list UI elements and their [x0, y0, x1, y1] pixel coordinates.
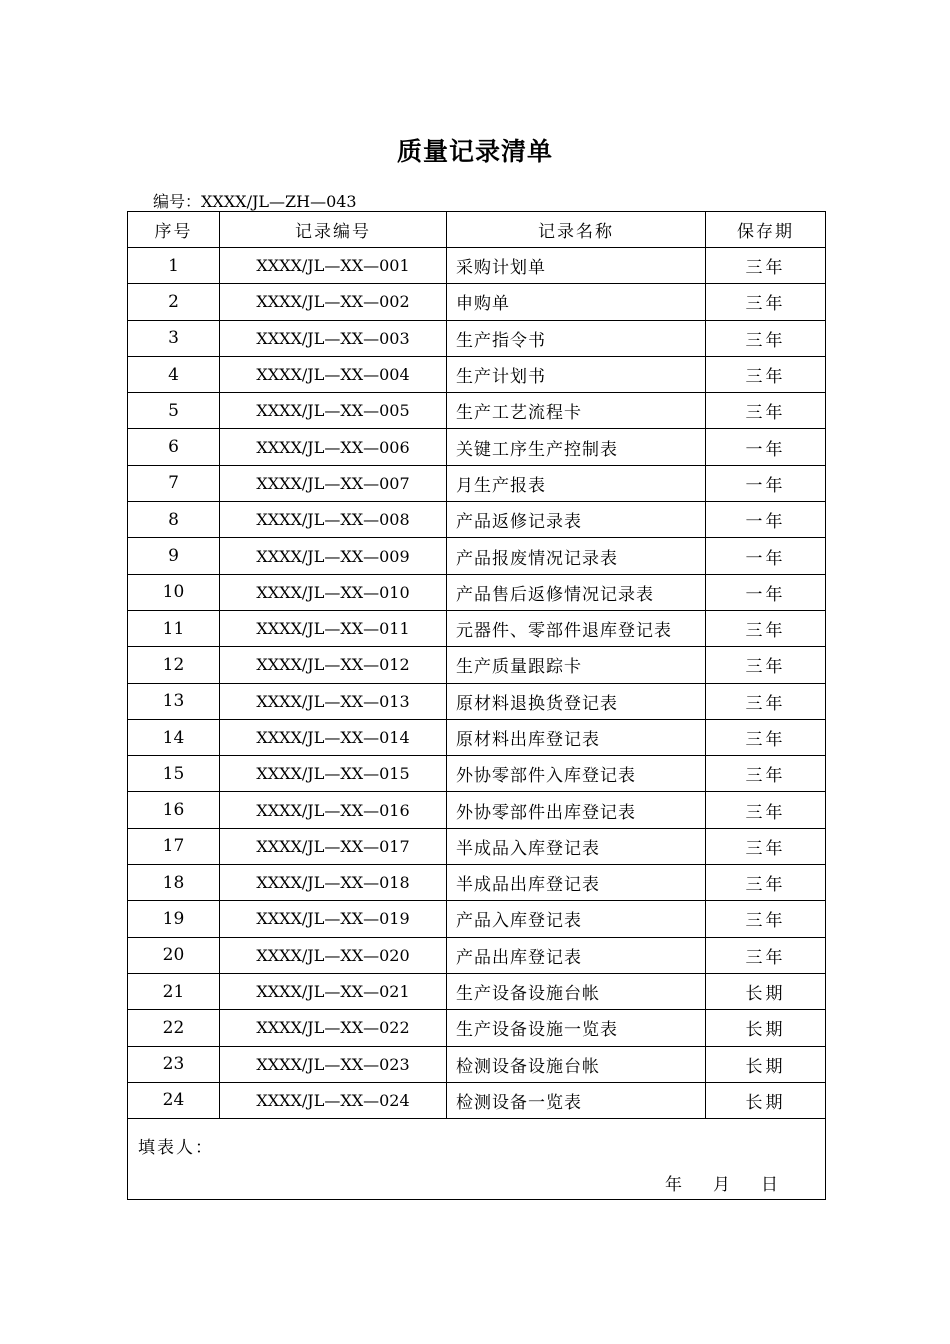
- footer-cell: [128, 1119, 826, 1200]
- cell-record-name: 外协零部件出库登记表: [447, 792, 706, 828]
- date-day-label: 日: [761, 1175, 778, 1196]
- cell-serial: 23: [128, 1046, 220, 1082]
- cell-record-name: 生产计划书: [447, 356, 706, 392]
- table-row: [128, 1046, 826, 1082]
- cell-record-code: XXXX/JL—XX—024: [220, 1082, 447, 1118]
- cell-retention-period: 三年: [706, 719, 826, 755]
- cell-retention-period: 三年: [706, 756, 826, 792]
- table-row: [128, 973, 826, 1009]
- cell-record-name: 检测设备一览表: [447, 1082, 706, 1118]
- table-row: [128, 937, 826, 973]
- cell-retention-period: 一年: [706, 574, 826, 610]
- cell-serial: 22: [128, 1010, 220, 1046]
- cell-serial: 6: [128, 429, 220, 465]
- cell-record-code: XXXX/JL—XX—022: [220, 1010, 447, 1046]
- table-row: [128, 248, 826, 284]
- table-row: [128, 865, 826, 901]
- table-row: [128, 683, 826, 719]
- cell-record-code: XXXX/JL—XX—007: [220, 465, 447, 501]
- cell-serial: 8: [128, 502, 220, 538]
- cell-retention-period: 三年: [706, 284, 826, 320]
- cell-record-code: XXXX/JL—XX—011: [220, 610, 447, 646]
- cell-record-name: 生产质量跟踪卡: [447, 647, 706, 683]
- cell-record-name: 外协零部件入库登记表: [447, 756, 706, 792]
- cell-record-code: XXXX/JL—XX—013: [220, 683, 447, 719]
- table-row: [128, 610, 826, 646]
- cell-serial: 20: [128, 937, 220, 973]
- cell-record-code: XXXX/JL—XX—023: [220, 1046, 447, 1082]
- cell-record-code: XXXX/JL—XX—016: [220, 792, 447, 828]
- page-title: 质量记录清单: [396, 137, 553, 166]
- table-row: [128, 1010, 826, 1046]
- header-retention-period: 保存期: [706, 212, 826, 248]
- cell-serial: 24: [128, 1082, 220, 1118]
- cell-record-name: 产品售后返修情况记录表: [447, 574, 706, 610]
- date-year-label: 年: [665, 1175, 682, 1196]
- cell-retention-period: 长期: [706, 1010, 826, 1046]
- cell-record-name: 申购单: [447, 284, 706, 320]
- cell-record-name: 原材料退换货登记表: [447, 683, 706, 719]
- cell-record-name: 产品报废情况记录表: [447, 538, 706, 574]
- table-row: [128, 574, 826, 610]
- table-row: [128, 756, 826, 792]
- table-row: [128, 792, 826, 828]
- cell-serial: 13: [128, 683, 220, 719]
- cell-retention-period: 三年: [706, 865, 826, 901]
- cell-serial: 2: [128, 284, 220, 320]
- filler-label: 填表人：: [138, 1138, 214, 1159]
- cell-record-name: 半成品出库登记表: [447, 865, 706, 901]
- cell-record-name: 生产指令书: [447, 320, 706, 356]
- cell-record-code: XXXX/JL—XX—012: [220, 647, 447, 683]
- table-row: [128, 538, 826, 574]
- table-header-row: [128, 212, 826, 248]
- cell-record-code: XXXX/JL—XX—021: [220, 973, 447, 1009]
- cell-serial: 15: [128, 756, 220, 792]
- cell-retention-period: 长期: [706, 1082, 826, 1118]
- cell-retention-period: 长期: [706, 1046, 826, 1082]
- cell-record-code: XXXX/JL—XX—018: [220, 865, 447, 901]
- cell-record-name: 生产工艺流程卡: [447, 393, 706, 429]
- table-row: [128, 465, 826, 501]
- cell-serial: 10: [128, 574, 220, 610]
- cell-serial: 3: [128, 320, 220, 356]
- cell-record-code: XXXX/JL—XX—010: [220, 574, 447, 610]
- cell-serial: 5: [128, 393, 220, 429]
- cell-record-name: 半成品入库登记表: [447, 828, 706, 864]
- header-record-code: 记录编号: [220, 212, 447, 248]
- cell-retention-period: 三年: [706, 901, 826, 937]
- cell-record-name: 产品出库登记表: [447, 937, 706, 973]
- cell-record-code: XXXX/JL—XX—001: [220, 248, 447, 284]
- cell-record-code: XXXX/JL—XX—015: [220, 756, 447, 792]
- cell-retention-period: 三年: [706, 610, 826, 646]
- cell-record-name: 生产设备设施台帐: [447, 973, 706, 1009]
- table-row: [128, 284, 826, 320]
- cell-serial: 17: [128, 828, 220, 864]
- records-table: [127, 211, 826, 1200]
- cell-record-name: 产品入库登记表: [447, 901, 706, 937]
- cell-serial: 1: [128, 248, 220, 284]
- document-number: 编号：XXXX/JL—ZH—043: [153, 192, 357, 211]
- cell-retention-period: 三年: [706, 937, 826, 973]
- cell-serial: 7: [128, 465, 220, 501]
- cell-serial: 19: [128, 901, 220, 937]
- cell-retention-period: 三年: [706, 647, 826, 683]
- cell-record-code: XXXX/JL—XX—002: [220, 284, 447, 320]
- cell-record-name: 元器件、零部件退库登记表: [447, 610, 706, 646]
- cell-retention-period: 一年: [706, 429, 826, 465]
- cell-retention-period: 三年: [706, 828, 826, 864]
- cell-retention-period: 三年: [706, 683, 826, 719]
- table-row: [128, 429, 826, 465]
- table-row: [128, 320, 826, 356]
- footer-row: [128, 1119, 826, 1200]
- cell-retention-period: 长期: [706, 973, 826, 1009]
- cell-serial: 4: [128, 356, 220, 392]
- cell-record-code: XXXX/JL—XX—006: [220, 429, 447, 465]
- cell-serial: 16: [128, 792, 220, 828]
- cell-record-code: XXXX/JL—XX—019: [220, 901, 447, 937]
- header-record-name: 记录名称: [447, 212, 706, 248]
- cell-record-name: 原材料出库登记表: [447, 719, 706, 755]
- table-row: [128, 393, 826, 429]
- cell-record-code: XXXX/JL—XX—009: [220, 538, 447, 574]
- cell-record-code: XXXX/JL—XX—014: [220, 719, 447, 755]
- cell-retention-period: 三年: [706, 248, 826, 284]
- table-row: [128, 1082, 826, 1118]
- table-row: [128, 356, 826, 392]
- cell-record-name: 产品返修记录表: [447, 502, 706, 538]
- cell-record-code: XXXX/JL—XX—020: [220, 937, 447, 973]
- table-row: [128, 719, 826, 755]
- cell-serial: 14: [128, 719, 220, 755]
- table-row: [128, 828, 826, 864]
- table-row: [128, 502, 826, 538]
- cell-serial: 11: [128, 610, 220, 646]
- cell-record-name: 月生产报表: [447, 465, 706, 501]
- cell-record-name: 关键工序生产控制表: [447, 429, 706, 465]
- table-row: [128, 901, 826, 937]
- cell-retention-period: 一年: [706, 502, 826, 538]
- cell-serial: 18: [128, 865, 220, 901]
- cell-record-code: XXXX/JL—XX—004: [220, 356, 447, 392]
- date-month-label: 月: [713, 1175, 730, 1196]
- date-line: [665, 1170, 778, 1195]
- cell-retention-period: 三年: [706, 393, 826, 429]
- cell-serial: 12: [128, 647, 220, 683]
- cell-record-code: XXXX/JL—XX—017: [220, 828, 447, 864]
- cell-serial: 21: [128, 973, 220, 1009]
- cell-retention-period: 三年: [706, 792, 826, 828]
- cell-record-code: XXXX/JL—XX—003: [220, 320, 447, 356]
- cell-record-code: XXXX/JL—XX—008: [220, 502, 447, 538]
- table-row: [128, 647, 826, 683]
- cell-retention-period: 一年: [706, 538, 826, 574]
- header-serial: 序号: [128, 212, 220, 248]
- cell-record-name: 检测设备设施台帐: [447, 1046, 706, 1082]
- cell-retention-period: 一年: [706, 465, 826, 501]
- cell-serial: 9: [128, 538, 220, 574]
- cell-retention-period: 三年: [706, 356, 826, 392]
- cell-record-name: 采购计划单: [447, 248, 706, 284]
- cell-record-code: XXXX/JL—XX—005: [220, 393, 447, 429]
- cell-retention-period: 三年: [706, 320, 826, 356]
- cell-record-name: 生产设备设施一览表: [447, 1010, 706, 1046]
